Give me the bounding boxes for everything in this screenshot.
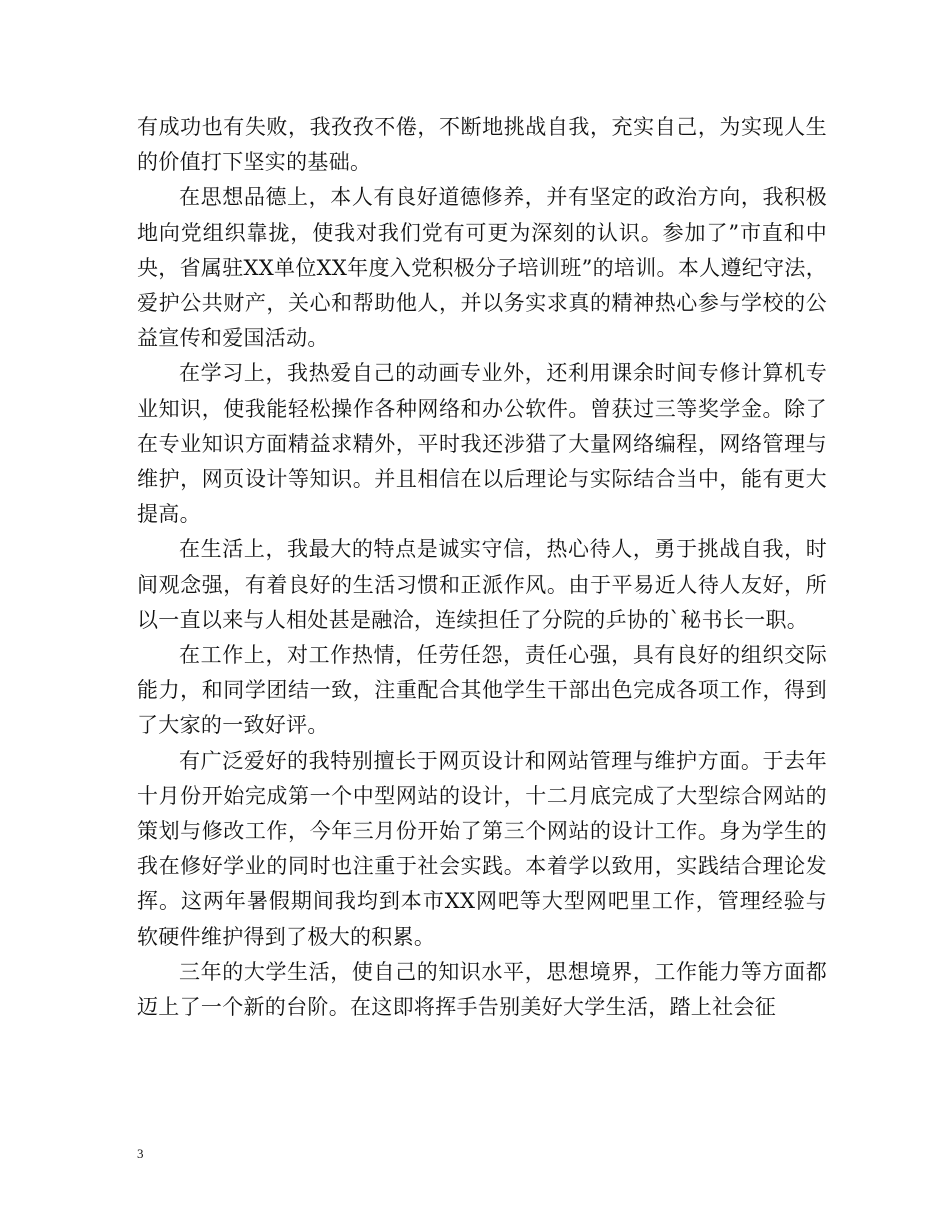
paragraph-work: 在工作上，对工作热情，任劳任怨，责任心强，具有良好的组织交际能力，和同学团结一致，注重配合其他学生干部出色完成各项工作，得到了大家的一致好评。 [137,643,827,738]
paragraph-summary: 三年的大学生活，使自己的知识水平，思想境界，工作能力等方面都迈上了一个新的台阶。在这即将挥手告别美好大学生活，踏上社会征 [137,959,827,1020]
paragraph-hobbies: 有广泛爱好的我特别擅长于网页设计和网站管理与维护方面。于去年十月份开始完成第一个中型网站的设计，十二月底完成了大型综合网站的策划与修改工作，今年三月份开始了第三个网站的设计工作。身为学生的我在修好学业的同时也注重于社会实践。本着学以致用，实践结合理论发挥。这两年暑假期间我均到本市XX网吧等大型网吧里工作，管理经验与软硬件维护得到了极大的积累。 [137,748,827,949]
paragraph-ideology: 在思想品德上，本人有良好道德修养，并有坚定的政治方向，我积极地向党组织靠拢，使我对我们党有可更为深刻的认识。参加了”市直和中央，省属驻XX单位XX年度入党积极分子培训班”的培训。本人遵纪守法，爱护公共财产，关心和帮助他人，并以务实求真的精神热心参与学校的公益宣传和爱国活动。 [137,185,827,351]
paragraph-study: 在学习上，我热爱自己的动画专业外，还利用课余时间专修计算机专业知识，使我能轻松操作各种网络和办公软件。曾获过三等奖学金。除了在专业知识方面精益求精外，平时我还涉猎了大量网络编程，网络管理与维护，网页设计等知识。并且相信在以后理论与实际结合当中，能有更大提高。 [137,361,827,527]
paragraph-life: 在生活上，我最大的特点是诚实守信，热心待人，勇于挑战自我，时间观念强，有着良好的生活习惯和正派作风。由于平易近人待人友好，所以一直以来与人相处甚是融洽，连续担任了分院的乒协的`秘书长一职。 [137,537,827,632]
page-number: 3 [137,1146,144,1161]
paragraph-continuation: 有成功也有失败，我孜孜不倦，不断地挑战自我，充实自己，为实现人生的价值打下坚实的基础。 [137,115,827,175]
document-body [137,110,827,1025]
